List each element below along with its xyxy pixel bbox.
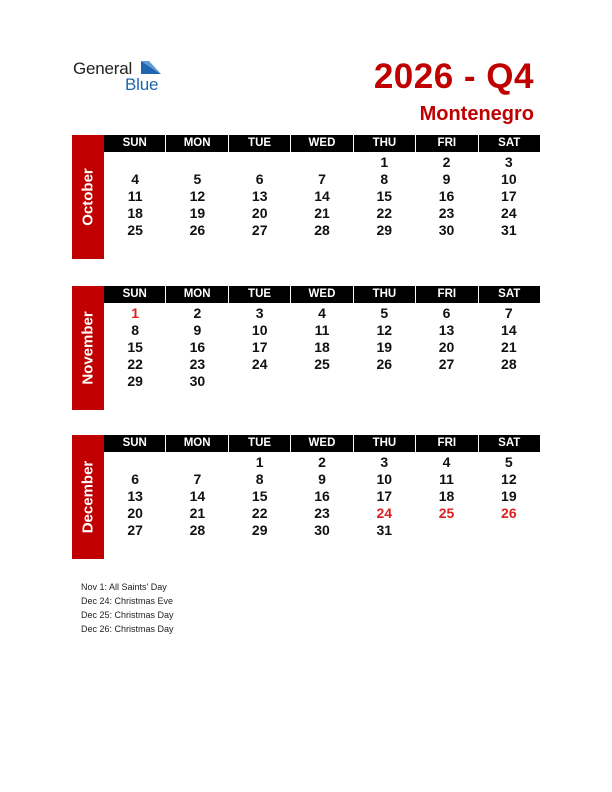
day-cell	[104, 454, 166, 471]
week-row	[104, 505, 540, 522]
day-cell: 17	[501, 188, 517, 204]
weekday-label: SUN	[104, 286, 166, 303]
week-row	[104, 322, 540, 339]
week-row	[104, 471, 540, 488]
day-cell: 16	[438, 188, 455, 204]
day-cell: 6	[255, 171, 264, 187]
day-cell: 30	[189, 373, 206, 389]
day-cell: 23	[438, 205, 455, 221]
day-cell	[478, 373, 540, 390]
day-cell: 5	[504, 454, 513, 470]
day-cell: 18	[438, 488, 455, 504]
day-cell: 10	[376, 471, 393, 487]
holiday-day: 24	[376, 505, 393, 521]
holiday-note: Dec 24: Christmas Eve	[81, 596, 174, 606]
day-cell: 21	[189, 505, 206, 521]
week-row	[104, 154, 540, 171]
day-cell: 17	[376, 488, 393, 504]
weekday-header	[104, 135, 540, 152]
day-cell: 26	[376, 356, 393, 372]
weekday-label: THU	[354, 286, 416, 303]
weekday-label: FRI	[416, 435, 478, 452]
day-cell: 19	[376, 339, 393, 355]
day-cell: 16	[314, 488, 330, 504]
day-cell: 18	[314, 339, 330, 355]
day-cell: 3	[255, 305, 264, 321]
day-cell: 27	[438, 356, 455, 372]
holiday-note: Dec 26: Christmas Day	[81, 624, 174, 634]
day-cell: 11	[439, 471, 454, 487]
day-cell: 9	[193, 322, 202, 338]
holiday-day: 26	[501, 505, 517, 521]
weekday-label: SAT	[498, 288, 521, 300]
week-row	[104, 222, 540, 239]
page-title: 2026 - Q4	[373, 57, 534, 96]
day-cell: 9	[318, 471, 326, 487]
holiday-notes	[81, 580, 174, 636]
generalblue-logo	[73, 59, 173, 95]
weekday-label: WED	[291, 286, 353, 303]
country-subtitle: Montenegro	[419, 103, 534, 125]
day-cell: 15	[376, 188, 393, 204]
day-cell	[229, 154, 291, 171]
day-cell: 28	[314, 222, 330, 238]
week-row	[104, 305, 540, 322]
month-tab	[72, 435, 104, 559]
day-cell: 11	[314, 322, 330, 338]
day-cell: 15	[127, 339, 143, 355]
weekday-label: MON	[166, 286, 228, 303]
month-block-november	[72, 286, 540, 410]
day-cell: 13	[127, 488, 143, 504]
day-cell: 4	[318, 305, 326, 321]
week-row	[104, 171, 540, 188]
day-cell: 14	[189, 488, 206, 504]
day-cell: 24	[501, 205, 517, 221]
logo-blue-text: Blue	[125, 75, 159, 94]
day-cell: 10	[501, 171, 517, 187]
day-cell: 1	[380, 154, 389, 170]
holiday-day: 1	[131, 305, 140, 321]
day-cell	[291, 373, 353, 390]
day-cell: 2	[318, 454, 326, 470]
day-cell: 7	[193, 471, 202, 487]
day-cell: 3	[380, 454, 389, 470]
day-cell: 6	[442, 305, 451, 321]
day-cell: 6	[131, 471, 140, 487]
weekday-label: TUE	[229, 135, 291, 152]
day-cell: 19	[501, 488, 517, 504]
weekday-header	[104, 435, 540, 452]
day-cell: 14	[501, 322, 517, 338]
day-cell	[166, 154, 228, 171]
day-cell: 1	[255, 454, 264, 470]
day-cell: 20	[438, 339, 455, 355]
day-cell: 22	[251, 505, 268, 521]
month-tab	[72, 135, 104, 259]
day-cell	[291, 154, 353, 171]
month-tab	[72, 286, 104, 410]
day-cell	[166, 454, 228, 471]
day-cell: 29	[127, 373, 143, 389]
month-block-october	[72, 135, 540, 259]
day-cell: 26	[189, 222, 206, 238]
week-row	[104, 373, 540, 390]
weekday-label: WED	[291, 435, 353, 452]
day-cell	[478, 522, 540, 539]
day-cell: 4	[442, 454, 451, 470]
weekday-label: TUE	[229, 435, 291, 452]
day-cell: 12	[501, 471, 517, 487]
weekday-label: MON	[166, 435, 228, 452]
day-cell: 17	[251, 339, 268, 355]
week-row	[104, 454, 540, 471]
day-cell: 20	[251, 205, 268, 221]
weekday-label: SUN	[104, 135, 166, 152]
day-cell: 13	[251, 188, 268, 204]
day-cell: 25	[314, 356, 330, 372]
logo-triangle-icon	[141, 61, 163, 77]
day-cell: 29	[251, 522, 268, 538]
day-cell: 20	[127, 505, 143, 521]
day-cell: 10	[251, 322, 268, 338]
day-cell: 24	[251, 356, 268, 372]
day-cell: 5	[193, 171, 202, 187]
day-cell	[104, 154, 166, 171]
day-cell: 28	[189, 522, 206, 538]
day-cell: 5	[380, 305, 389, 321]
weekday-header	[104, 286, 540, 303]
day-cell: 27	[127, 522, 143, 538]
day-cell: 28	[501, 356, 517, 372]
day-cell: 8	[380, 171, 389, 187]
weekday-label: FRI	[416, 135, 478, 152]
day-cell: 16	[189, 339, 206, 355]
month-name: December	[79, 460, 97, 534]
day-cell: 13	[438, 322, 455, 338]
day-cell: 18	[127, 205, 143, 221]
week-row	[104, 188, 540, 205]
day-cell: 12	[376, 322, 393, 338]
week-row	[104, 205, 540, 222]
weekday-label: SUN	[104, 435, 166, 452]
weekday-label: WED	[291, 135, 353, 152]
day-cell: 8	[255, 471, 264, 487]
weekday-label: TUE	[229, 286, 291, 303]
day-cell: 31	[501, 222, 517, 238]
holiday-day: 25	[438, 505, 455, 521]
weekday-label: SAT	[498, 437, 521, 449]
day-cell: 8	[131, 322, 140, 338]
holiday-note: Nov 1: All Saints' Day	[81, 582, 167, 592]
week-row	[104, 522, 540, 539]
day-cell: 27	[251, 222, 268, 238]
day-cell: 15	[251, 488, 268, 504]
day-cell: 2	[193, 305, 202, 321]
week-row	[104, 339, 540, 356]
day-cell: 2	[442, 154, 451, 170]
weekday-label: MON	[166, 135, 228, 152]
day-cell: 23	[314, 505, 330, 521]
holiday-note: Dec 25: Christmas Day	[81, 610, 174, 620]
weekday-label: THU	[354, 135, 416, 152]
day-cell: 11	[127, 188, 143, 204]
week-row	[104, 356, 540, 373]
month-name: November	[79, 311, 97, 385]
day-cell	[415, 522, 477, 539]
month-block-december	[72, 435, 540, 559]
day-cell	[415, 373, 477, 390]
day-cell: 22	[127, 356, 143, 372]
day-cell: 25	[127, 222, 143, 238]
day-cell: 7	[504, 305, 513, 321]
weekday-label: SAT	[498, 137, 521, 149]
month-name: October	[79, 168, 97, 226]
day-cell: 14	[314, 188, 330, 204]
week-row	[104, 488, 540, 505]
day-cell: 29	[376, 222, 393, 238]
day-cell: 21	[501, 339, 517, 355]
day-cell: 7	[318, 171, 326, 187]
day-cell: 30	[314, 522, 330, 538]
day-cell: 23	[189, 356, 206, 372]
day-cell: 21	[314, 205, 330, 221]
day-cell: 9	[442, 171, 451, 187]
weekday-label: THU	[354, 435, 416, 452]
weekday-label: FRI	[416, 286, 478, 303]
day-cell: 4	[131, 171, 140, 187]
day-cell: 22	[376, 205, 393, 221]
day-cell	[229, 373, 291, 390]
day-cell: 12	[189, 188, 206, 204]
day-cell: 31	[376, 522, 393, 538]
day-cell	[353, 373, 415, 390]
day-cell: 19	[189, 205, 206, 221]
day-cell: 30	[438, 222, 455, 238]
logo-general-text: General	[73, 59, 133, 78]
day-cell: 3	[504, 154, 513, 170]
